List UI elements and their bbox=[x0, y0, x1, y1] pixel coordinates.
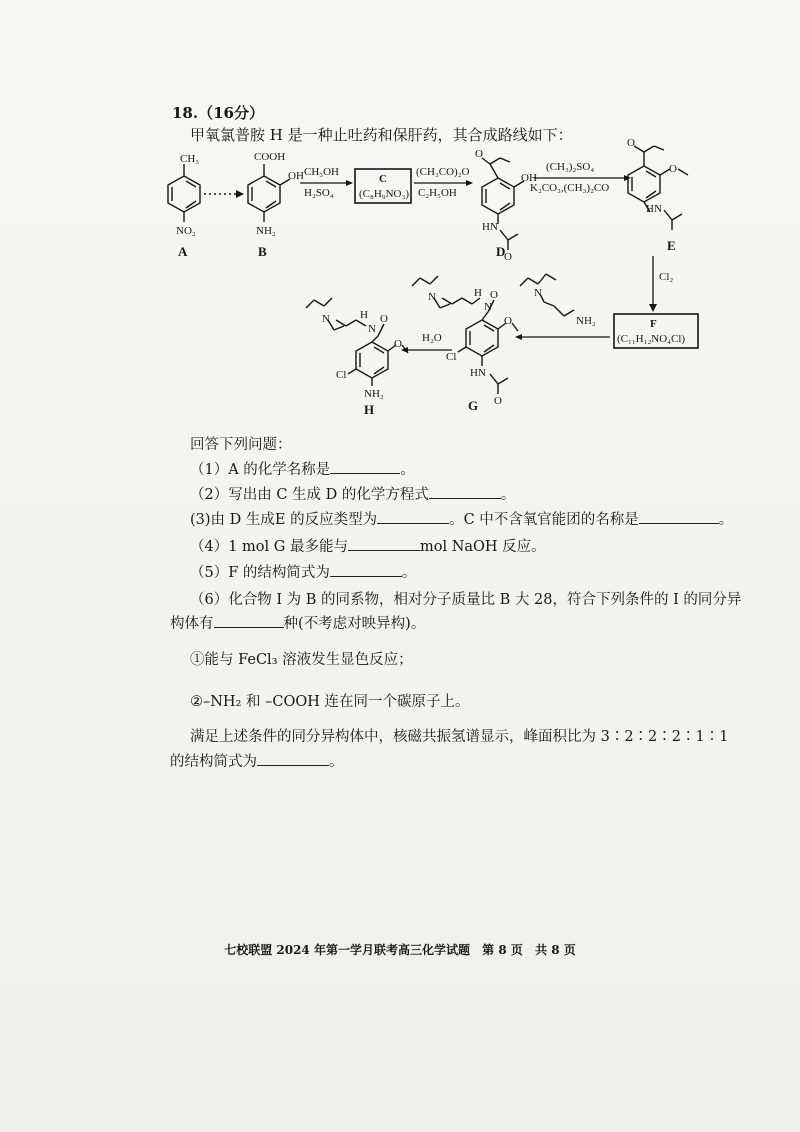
b-nh2-label: NH₂ bbox=[256, 225, 276, 237]
condition-1: ①能与 FeCl₃ 溶液发生显色反应； bbox=[190, 652, 413, 668]
compound-g bbox=[412, 276, 518, 413]
reagent-d-e-bottom: K₂CO₃,(CH₃)₂CO bbox=[530, 182, 610, 194]
h-nh2-label: NH₂ bbox=[364, 388, 384, 400]
question-5: （5）F 的结构简式为 。 bbox=[190, 561, 416, 582]
reagent-e-f: Cl₂ bbox=[659, 271, 674, 283]
compound-h bbox=[306, 298, 408, 417]
synthesis-scheme bbox=[150, 138, 710, 438]
condition-2: ②–NH₂ 和 –COOH 连在同一个碳原子上。 bbox=[190, 694, 470, 710]
question-6-line-4: 的结构简式为 。 bbox=[170, 750, 344, 771]
d-o2-label: O bbox=[504, 251, 512, 263]
question-6-line-2: 构体有 种(不考虑对映异构)。 bbox=[170, 612, 425, 633]
label-e: E bbox=[667, 238, 676, 253]
question-intro: 甲氧氯普胺 H 是一种止吐药和保肝药，其合成路线如下： bbox=[190, 126, 573, 144]
h-o2-label: O bbox=[394, 338, 402, 350]
answer-blank-4[interactable] bbox=[348, 536, 420, 551]
reagent-g-h: H₂O bbox=[422, 332, 442, 344]
h-n2-label: N bbox=[368, 323, 376, 335]
reagent-diethylaminoethylamine bbox=[520, 274, 596, 327]
b-oh-label: OH bbox=[288, 170, 304, 182]
g-h-label: H bbox=[474, 287, 482, 299]
compound-b bbox=[248, 151, 304, 259]
g-hn-label: HN bbox=[470, 367, 486, 379]
questions-lead: 回答下列问题： bbox=[190, 437, 292, 453]
g-o3-label: O bbox=[494, 395, 502, 407]
question-1: （1）A 的化学名称是 。 bbox=[190, 458, 415, 479]
g-o-label: O bbox=[490, 289, 498, 301]
reagent-b-c-bottom: H₂SO₄ bbox=[304, 187, 334, 199]
g-o2-label: O bbox=[504, 315, 512, 327]
question-3: (3)由 D 生成E 的反应类型为 。C 中不含氧官能团的名称是 。 bbox=[190, 508, 733, 529]
question-6-line-1: （6）化合物 I 为 B 的同系物，相对分子质量比 B 大 28，符合下列条件的 I 的同分异 bbox=[190, 592, 742, 608]
footer-exam-title: 七校联盟 2024 年第一学月联考高三化学试题 bbox=[224, 943, 470, 957]
question-2: （2）写出由 C 生成 D 的化学方程式 。 bbox=[190, 483, 515, 504]
amine-nh2-label: NH₂ bbox=[576, 315, 596, 327]
amine-n-label: N bbox=[534, 287, 542, 299]
label-a: A bbox=[178, 244, 188, 259]
answer-blank-2[interactable] bbox=[429, 484, 501, 499]
a-no2-label: NO₂ bbox=[176, 225, 196, 237]
e-hn-label: HN bbox=[646, 203, 662, 215]
d-o-label: O bbox=[475, 148, 483, 160]
compound-d bbox=[475, 148, 537, 263]
a-ch3-label: CH₃ bbox=[180, 153, 200, 165]
h-h-label: H bbox=[360, 309, 368, 321]
footer-total: 共 8 页 bbox=[535, 943, 576, 957]
page-footer bbox=[0, 941, 800, 958]
h-n-label: N bbox=[322, 313, 330, 325]
label-h: H bbox=[364, 402, 375, 417]
reagent-c-d-bottom: C₂H₅OH bbox=[418, 187, 457, 199]
h-cl-label: Cl bbox=[336, 369, 347, 381]
question-6-line-3: 满足上述条件的同分异构体中，核磁共振氢谱显示，峰面积比为 3∶2∶2∶2∶1∶1 bbox=[190, 729, 729, 745]
answer-blank-1[interactable] bbox=[330, 459, 400, 474]
e-o-label: O bbox=[627, 138, 635, 149]
answer-blank-6a[interactable] bbox=[214, 613, 284, 628]
answer-blank-6b[interactable] bbox=[257, 751, 329, 766]
compound-a bbox=[168, 153, 200, 259]
answer-blank-5[interactable] bbox=[330, 562, 402, 577]
box-f-formula: (C₁₁H₁₂NO₄Cl) bbox=[617, 333, 686, 345]
compound-e bbox=[627, 138, 688, 253]
label-d: D bbox=[496, 244, 506, 259]
question-4: （4）1 mol G 最多能与 mol NaOH 反应。 bbox=[190, 535, 546, 556]
d-oh-label: OH bbox=[521, 172, 537, 184]
label-g: G bbox=[468, 398, 479, 413]
answer-blank-3b[interactable] bbox=[639, 509, 719, 524]
reagent-c-d-top: (CH₃CO)₂O bbox=[416, 166, 470, 178]
e-o2-label: O bbox=[669, 163, 677, 175]
label-b: B bbox=[258, 244, 267, 259]
box-c-label: C bbox=[379, 173, 387, 185]
g-cl-label: Cl bbox=[446, 351, 457, 363]
question-number: 18.（16分） bbox=[172, 104, 264, 122]
answer-blank-3a[interactable] bbox=[377, 509, 449, 524]
g-n2-label: N bbox=[484, 301, 492, 313]
g-n-label: N bbox=[428, 291, 436, 303]
h-o-label: O bbox=[380, 313, 388, 325]
reagent-b-c-top: CH₃OH bbox=[304, 166, 340, 178]
reagent-d-e-top: (CH₃)₂SO₄ bbox=[546, 161, 595, 173]
b-cooh-label: COOH bbox=[254, 151, 286, 163]
box-f-label: F bbox=[650, 318, 657, 330]
footer-page: 第 8 页 bbox=[482, 943, 523, 957]
arrow-a-b-head bbox=[236, 190, 244, 198]
d-hn-label: HN bbox=[482, 221, 498, 233]
box-c-formula: (C₈H₉NO₃) bbox=[359, 188, 409, 200]
